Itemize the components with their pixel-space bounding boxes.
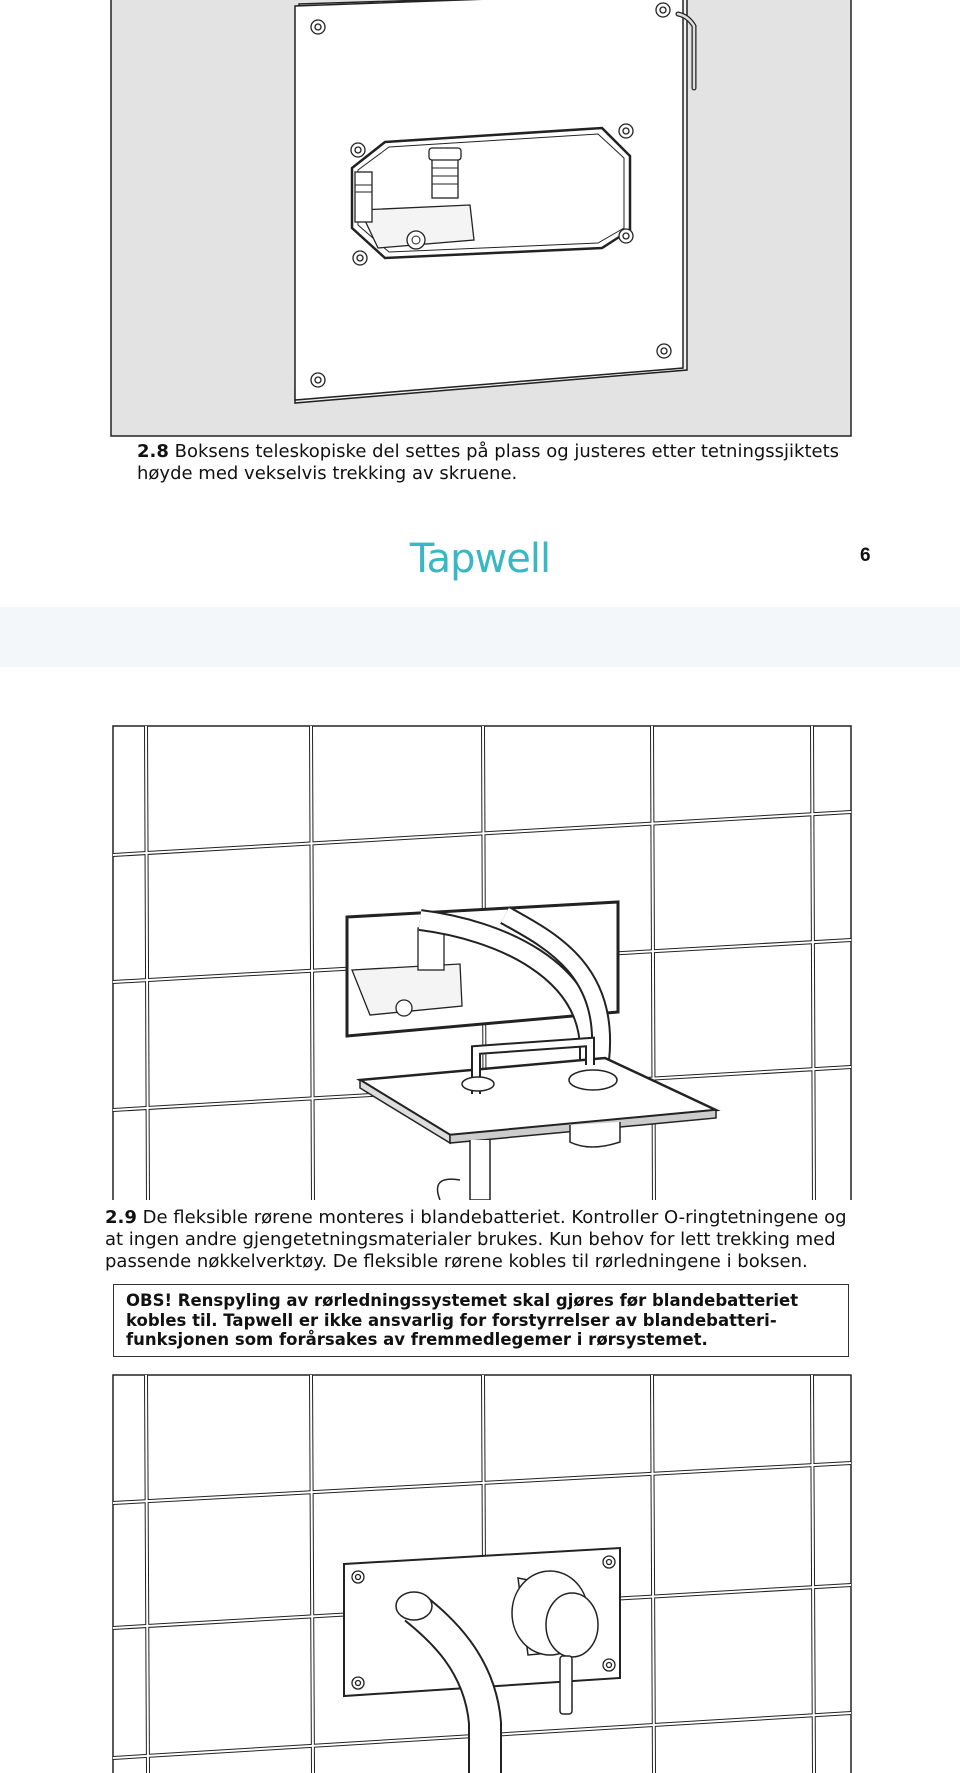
step-2-8-caption xyxy=(137,441,857,485)
step-number: 2.9 xyxy=(105,1207,137,1228)
page-separator xyxy=(0,607,960,667)
illustration-box-plate xyxy=(0,0,960,440)
manual-page-6 xyxy=(0,0,960,607)
tapwell-logo: Tapwell xyxy=(409,536,551,582)
step-text: De fleksible rørene monteres i blandebatteriet. Kontroller O-ringtetningene og at ingen andre gjengetetningsmaterialer brukes. Kun behov for lett trekking med passende nøkkelverktøy. De fleksible rørene kobles til rørledningene i boksen. xyxy=(105,1207,847,1272)
step-number: 2.8 xyxy=(137,441,169,462)
page-number: 6 xyxy=(860,545,871,566)
step-2-9-caption xyxy=(105,1207,855,1273)
warning-notice: OBS! Renspyling av rørledningssystemet skal gjøres før blandebatteriet kobles til. Tapwell er ikke ansvarlig for forstyrrelser av blandebatteri-funksjonen som forårsakes av fremmedlegemer i rørsystemet. xyxy=(113,1284,849,1357)
step-text: Boksens teleskopiske del settes på plass og justeres etter tetningssjiktets høyde med vekselvis trekking av skruene. xyxy=(137,441,840,484)
illustration-mounted-faucet xyxy=(0,1363,960,1773)
illustration-flexible-hoses xyxy=(0,720,960,1200)
